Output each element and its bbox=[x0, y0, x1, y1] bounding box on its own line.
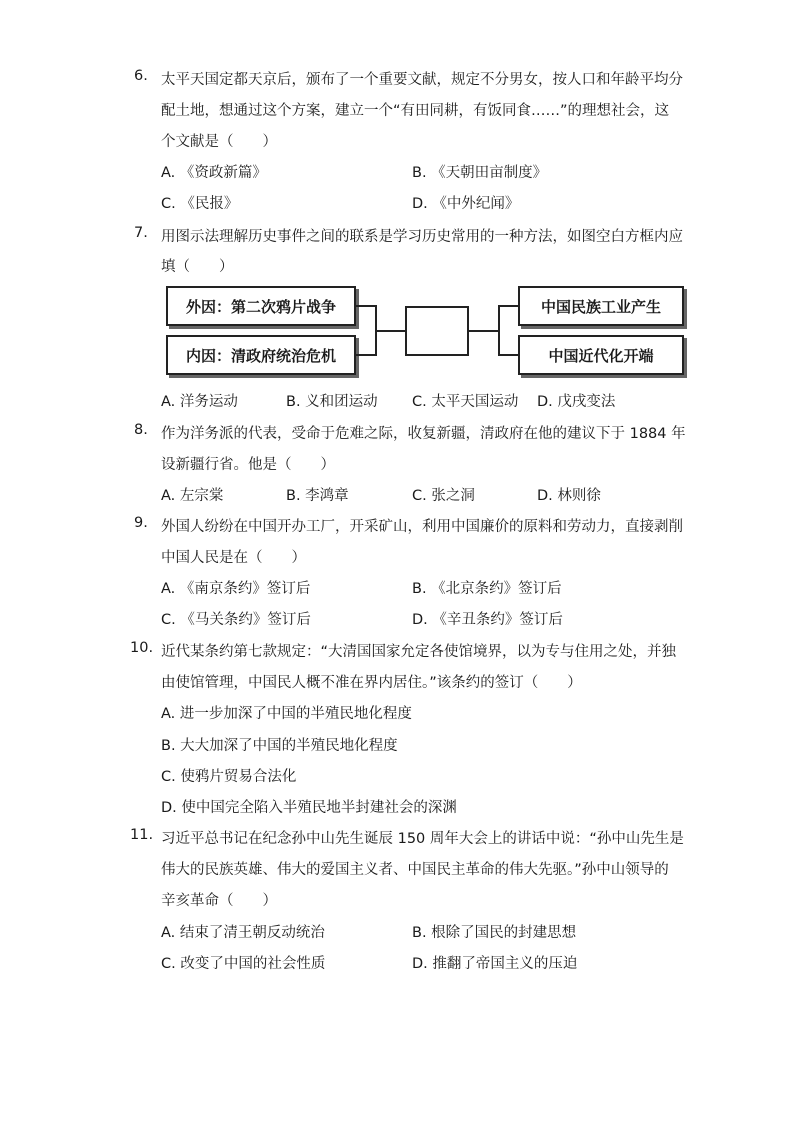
question-number: 9. bbox=[134, 515, 148, 531]
question-number: 11. bbox=[130, 827, 154, 843]
question-text-line: 伟大的民族英雄、伟大的爱国主义者、中国民主革命的伟大先驱。”孙中山领导的 bbox=[161, 862, 669, 878]
option-c[interactable]: C. 太平天国运动 bbox=[412, 394, 519, 410]
option-d[interactable]: D. 林则徐 bbox=[537, 488, 601, 504]
option-d[interactable]: D. 推翻了帝国主义的压迫 bbox=[412, 956, 578, 972]
question-text-line: 近代某条约第七款规定：“大清国国家允定各使馆境界，以为专与住用之处，并独 bbox=[161, 644, 677, 660]
option-d[interactable]: D. 戊戌变法 bbox=[537, 394, 616, 410]
option-d[interactable]: D. 《中外纪闻》 bbox=[412, 196, 520, 212]
question-text-line: 太平天国定都天京后，颁布了一个重要文献，规定不分男女，按人口和年龄平均分 bbox=[161, 72, 683, 88]
option-a[interactable]: A. 结束了清王朝反动统治 bbox=[161, 925, 325, 941]
option-b[interactable]: B. 大大加深了中国的半殖民地化程度 bbox=[161, 738, 398, 754]
question-number: 7. bbox=[134, 225, 148, 241]
question-text-line: 用图示法理解历史事件之间的联系是学习历史常用的一种方法，如图空白方框内应 bbox=[161, 229, 683, 245]
question-number: 6. bbox=[134, 68, 148, 84]
option-b[interactable]: B. 义和团运动 bbox=[286, 394, 378, 410]
connector-line bbox=[356, 354, 376, 356]
option-b[interactable]: B. 李鸿章 bbox=[286, 488, 349, 504]
option-c[interactable]: C. 使鸦片贸易合法化 bbox=[161, 769, 297, 785]
question-number: 8. bbox=[134, 422, 148, 438]
question-text-line: 个文献是（ ） bbox=[161, 134, 277, 150]
option-a[interactable]: A. 洋务运动 bbox=[161, 394, 238, 410]
option-a[interactable]: A. 进一步加深了中国的半殖民地化程度 bbox=[161, 706, 412, 722]
option-c[interactable]: C. 改变了中国的社会性质 bbox=[161, 956, 326, 972]
connector-line bbox=[498, 354, 518, 356]
option-a[interactable]: A. 左宗棠 bbox=[161, 488, 224, 504]
question-text-line: 填（ ） bbox=[161, 259, 234, 275]
connector-line bbox=[498, 305, 500, 356]
option-d[interactable]: D. 使中国完全陷入半殖民地半封建社会的深渊 bbox=[161, 800, 457, 816]
option-c[interactable]: C. 张之洞 bbox=[412, 488, 475, 504]
result-box-industry: 中国民族工业产生 bbox=[518, 286, 684, 326]
blank-answer-box bbox=[405, 306, 469, 356]
question-text-line: 习近平总书记在纪念孙中山先生诞辰 150 周年大会上的讲话中说：“孙中山先生是 bbox=[161, 831, 684, 847]
question-text-line: 外国人纷纷在中国开办工厂，开采矿山，利用中国廉价的原料和劳动力，直接剥削 bbox=[161, 519, 683, 535]
question-text-line: 作为洋务派的代表，受命于危难之际，收复新疆，清政府在他的建议下于 1884 年 bbox=[161, 426, 686, 442]
option-c[interactable]: C. 《马关条约》签订后 bbox=[161, 612, 311, 628]
question-number: 10. bbox=[130, 640, 154, 656]
external-cause-box: 外因：第二次鸦片战争 bbox=[166, 286, 356, 326]
internal-cause-box: 内因：清政府统治危机 bbox=[166, 335, 356, 375]
connector-line bbox=[356, 305, 376, 307]
option-a[interactable]: A. 《资政新篇》 bbox=[161, 165, 267, 181]
option-a[interactable]: A. 《南京条约》签订后 bbox=[161, 581, 311, 597]
option-d[interactable]: D. 《辛丑条约》签订后 bbox=[412, 612, 563, 628]
connector-line bbox=[498, 305, 518, 307]
option-b[interactable]: B. 根除了国民的封建思想 bbox=[412, 925, 577, 941]
connector-line bbox=[469, 330, 499, 332]
option-b[interactable]: B. 《天朝田亩制度》 bbox=[412, 165, 548, 181]
question-text-line: 辛亥革命（ ） bbox=[161, 893, 277, 909]
result-box-modernization: 中国近代化开端 bbox=[518, 335, 684, 375]
option-b[interactable]: B. 《北京条约》签订后 bbox=[412, 581, 562, 597]
option-c[interactable]: C. 《民报》 bbox=[161, 196, 239, 212]
connector-line bbox=[376, 330, 406, 332]
question-text-line: 中国人民是在（ ） bbox=[161, 550, 306, 566]
question-text-line: 由使馆管理，中国民人概不准在界内居住。”该条约的签订（ ） bbox=[161, 675, 582, 691]
question-text-line: 配土地，想通过这个方案，建立一个“有田同耕，有饭同食……”的理想社会，这 bbox=[161, 103, 670, 119]
question-text-line: 设新疆行省。他是（ ） bbox=[161, 457, 335, 473]
